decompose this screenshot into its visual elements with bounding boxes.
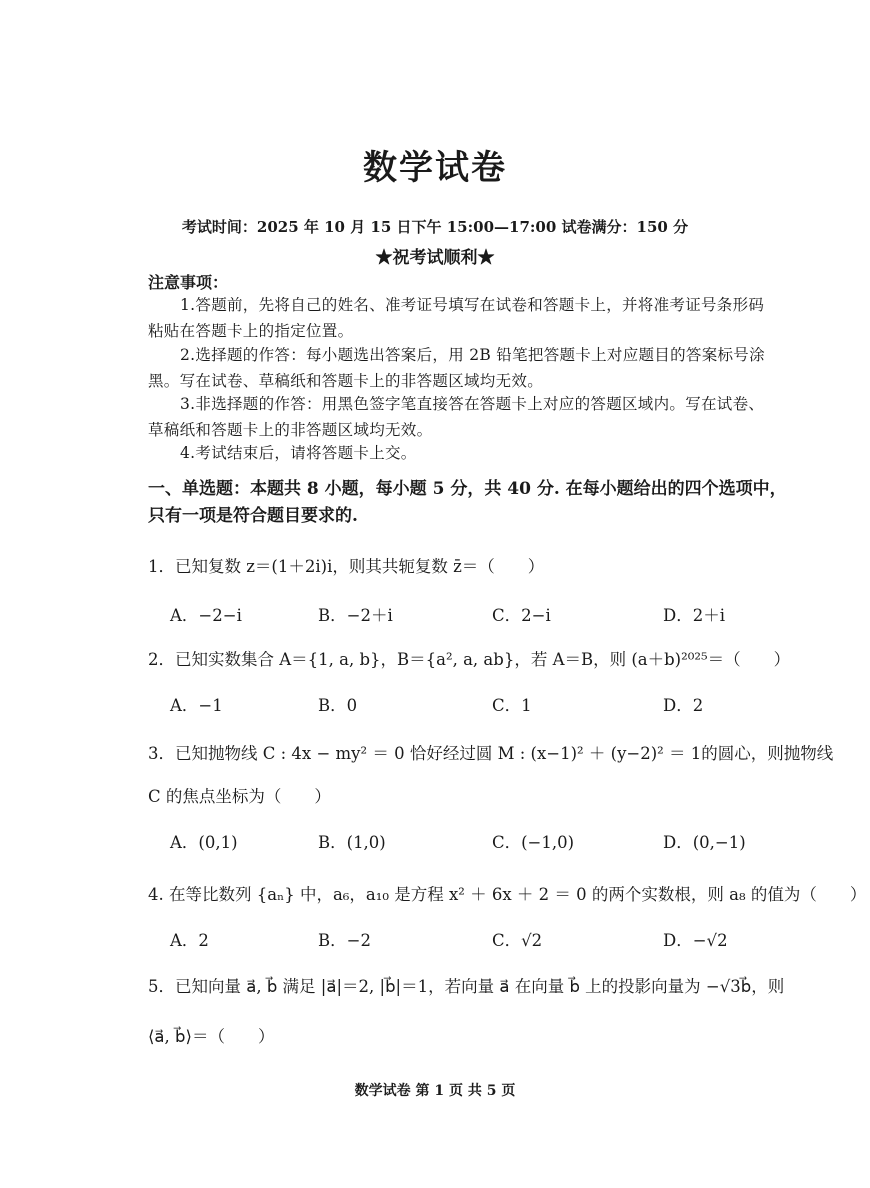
exam-title: 数学试卷	[363, 148, 507, 188]
question-1-option-d: D．2＋i	[663, 606, 726, 625]
question-1-stem: 1．已知复数 z＝(1＋2i)i，则其共轭复数 z̄＝（ ）	[148, 557, 545, 576]
question-1-option-b: B．−2＋i	[318, 606, 393, 625]
exam-blessing: ★祝考试顺利★	[375, 248, 495, 268]
question-1-option-a: A．−2−i	[170, 606, 242, 625]
section-heading: 一、单选题：本题共 8 小题，每小题 5 分，共 40 分. 在每小题给出的四个选项中，只有一项是符合题目要求的.	[148, 479, 787, 526]
question-1-option-c: C．2−i	[492, 606, 551, 625]
question-3-stem-cont: C 的焦点坐标为（ ）	[148, 787, 331, 806]
question-2-option-d: D．2	[663, 696, 704, 715]
notice-item-2: 2.选择题的作答：每小题选出答案后，用 2B 铅笔把答题卡上对应题目的答案标号涂黑。写在试卷、草稿纸和答题卡上的非答题区域均无效。	[148, 346, 765, 390]
question-3-option-a: A．(0,1)	[170, 833, 238, 852]
question-3-option-b: B．(1,0)	[318, 833, 386, 852]
notice-item-3: 3.非选择题的作答：用黑色签字笔直接答在答题卡上对应的答题区域内。写在试卷、草稿纸和答题卡上的非答题区域均无效。	[148, 395, 765, 439]
page-footer: 数学试卷 第 1 页 共 5 页	[354, 1083, 516, 1099]
exam-meta: 考试时间：2025 年 10 月 15 日下午 15:00—17:00 试卷满分：150 分	[181, 218, 689, 236]
question-3-option-d: D．(0,−1)	[663, 833, 746, 852]
question-2-option-c: C．1	[492, 696, 532, 715]
question-5-stem: 5．已知向量 a⃗, b⃗ 满足 |a⃗|＝2, |b⃗|＝1，若向量 a⃗ 在向量 b⃗ 上的投影向量为 −√3b⃗，则	[148, 977, 785, 996]
notice-heading: 注意事项：	[148, 273, 229, 292]
question-2-option-a: A．−1	[170, 696, 223, 715]
question-4-stem: 4. 在等比数列 {aₙ} 中，a₆，a₁₀ 是方程 x² ＋ 6x ＋ 2 ＝ 0 的两个实数根，则 a₈ 的值为（ ）	[148, 885, 867, 904]
question-4-option-b: B．−2	[318, 931, 371, 950]
question-4-option-d: D．−√2	[663, 931, 728, 950]
question-2-stem: 2．已知实数集合 A＝{1, a, b}，B＝{a², a, ab}，若 A＝B，则 (a＋b)²⁰²⁵＝（ ）	[148, 650, 791, 669]
question-3-stem: 3．已知抛物线 C : 4x − my² ＝ 0 恰好经过圆 M : (x−1)² ＋ (y−2)² ＝ 1的圆心，则抛物线	[148, 744, 834, 763]
notice-item-1: 1.答题前，先将自己的姓名、准考证号填写在试卷和答题卡上，并将准考证号条形码粘贴在答题卡上的指定位置。	[148, 296, 765, 340]
question-4-option-c: C．√2	[492, 931, 543, 950]
notice-item-4: 4.考试结束后，请将答题卡上交。	[180, 444, 417, 462]
question-4-option-a: A．2	[170, 931, 209, 950]
question-5-stem-cont: ⟨a⃗, b⃗⟩＝（ ）	[148, 1027, 275, 1046]
question-3-option-c: C．(−1,0)	[492, 833, 575, 852]
question-2-option-b: B．0	[318, 696, 358, 715]
